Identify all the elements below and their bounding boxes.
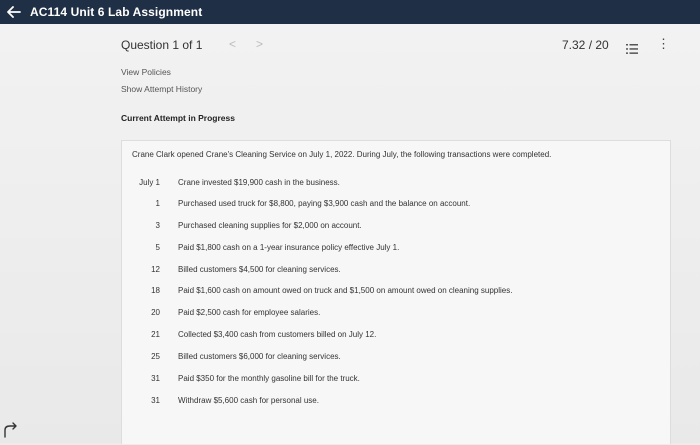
transaction-text: Paid $350 for the monthly gasoline bill for the truck. xyxy=(178,374,360,383)
list-icon[interactable] xyxy=(626,41,638,51)
question-header xyxy=(121,38,670,60)
transaction-date: 25 xyxy=(151,352,160,361)
transaction-date: 21 xyxy=(151,330,160,339)
transaction-text: Paid $2,500 cash for employee salaries. xyxy=(178,308,321,317)
transaction-text: Purchased cleaning supplies for $2,000 on account. xyxy=(178,221,362,230)
score-display: 7.32 / 20 xyxy=(562,38,609,52)
back-arrow-icon[interactable] xyxy=(6,4,22,20)
main-content xyxy=(0,24,700,443)
transaction-text: Billed customers $4,500 for cleaning services. xyxy=(178,265,341,274)
transaction-text: Purchased used truck for $8,800, paying $3,900 cash and the balance on account. xyxy=(178,199,471,208)
transaction-text: Paid $1,800 cash on a 1-year insurance policy effective July 1. xyxy=(178,243,400,252)
transaction-row xyxy=(122,243,670,255)
transaction-date: 31 xyxy=(151,374,160,383)
app-header xyxy=(0,0,700,24)
transaction-row xyxy=(122,308,670,320)
redirect-arrow-icon xyxy=(2,422,20,440)
show-attempt-history-link[interactable]: Show Attempt History xyxy=(121,84,203,94)
next-question-button[interactable]: > xyxy=(256,37,264,51)
transaction-row xyxy=(122,221,670,233)
current-attempt-label: Current Attempt in Progress xyxy=(121,113,235,123)
transaction-row xyxy=(122,352,670,364)
transaction-text: Collected $3,400 cash from customers billed on July 12. xyxy=(178,330,377,339)
transaction-text: Crane invested $19,900 cash in the business. xyxy=(178,178,340,187)
previous-question-button[interactable]: < xyxy=(229,37,237,51)
transaction-date: 12 xyxy=(151,265,160,274)
problem-panel xyxy=(121,140,671,444)
more-options-icon[interactable]: ⋮ xyxy=(657,36,670,51)
question-title: Question 1 of 1 xyxy=(121,38,203,52)
transaction-text: Billed customers $6,000 for cleaning services. xyxy=(178,352,341,361)
transaction-row xyxy=(122,178,670,190)
view-policies-link[interactable]: View Policies xyxy=(121,67,171,77)
transaction-row xyxy=(122,286,670,298)
transaction-date: July 1 xyxy=(139,178,160,187)
transaction-date: 3 xyxy=(155,221,160,230)
transaction-date: 31 xyxy=(151,396,160,405)
transaction-text: Paid $1,600 cash on amount owed on truck and $1,500 on amount owed on cleaning supplies. xyxy=(178,286,513,295)
transaction-date: 5 xyxy=(155,243,160,252)
app-title: AC114 Unit 6 Lab Assignment xyxy=(30,5,203,19)
transaction-row xyxy=(122,199,670,211)
transaction-date: 20 xyxy=(151,308,160,317)
transaction-row xyxy=(122,396,670,408)
transaction-row xyxy=(122,265,670,277)
problem-intro: Crane Clark opened Crane's Cleaning Service on July 1, 2022. During July, the following transactions were completed. xyxy=(132,150,552,159)
transaction-date: 1 xyxy=(155,199,160,208)
transaction-row xyxy=(122,330,670,342)
transaction-date: 18 xyxy=(151,286,160,295)
transaction-row xyxy=(122,374,670,386)
transaction-text: Withdraw $5,600 cash for personal use. xyxy=(178,396,319,405)
